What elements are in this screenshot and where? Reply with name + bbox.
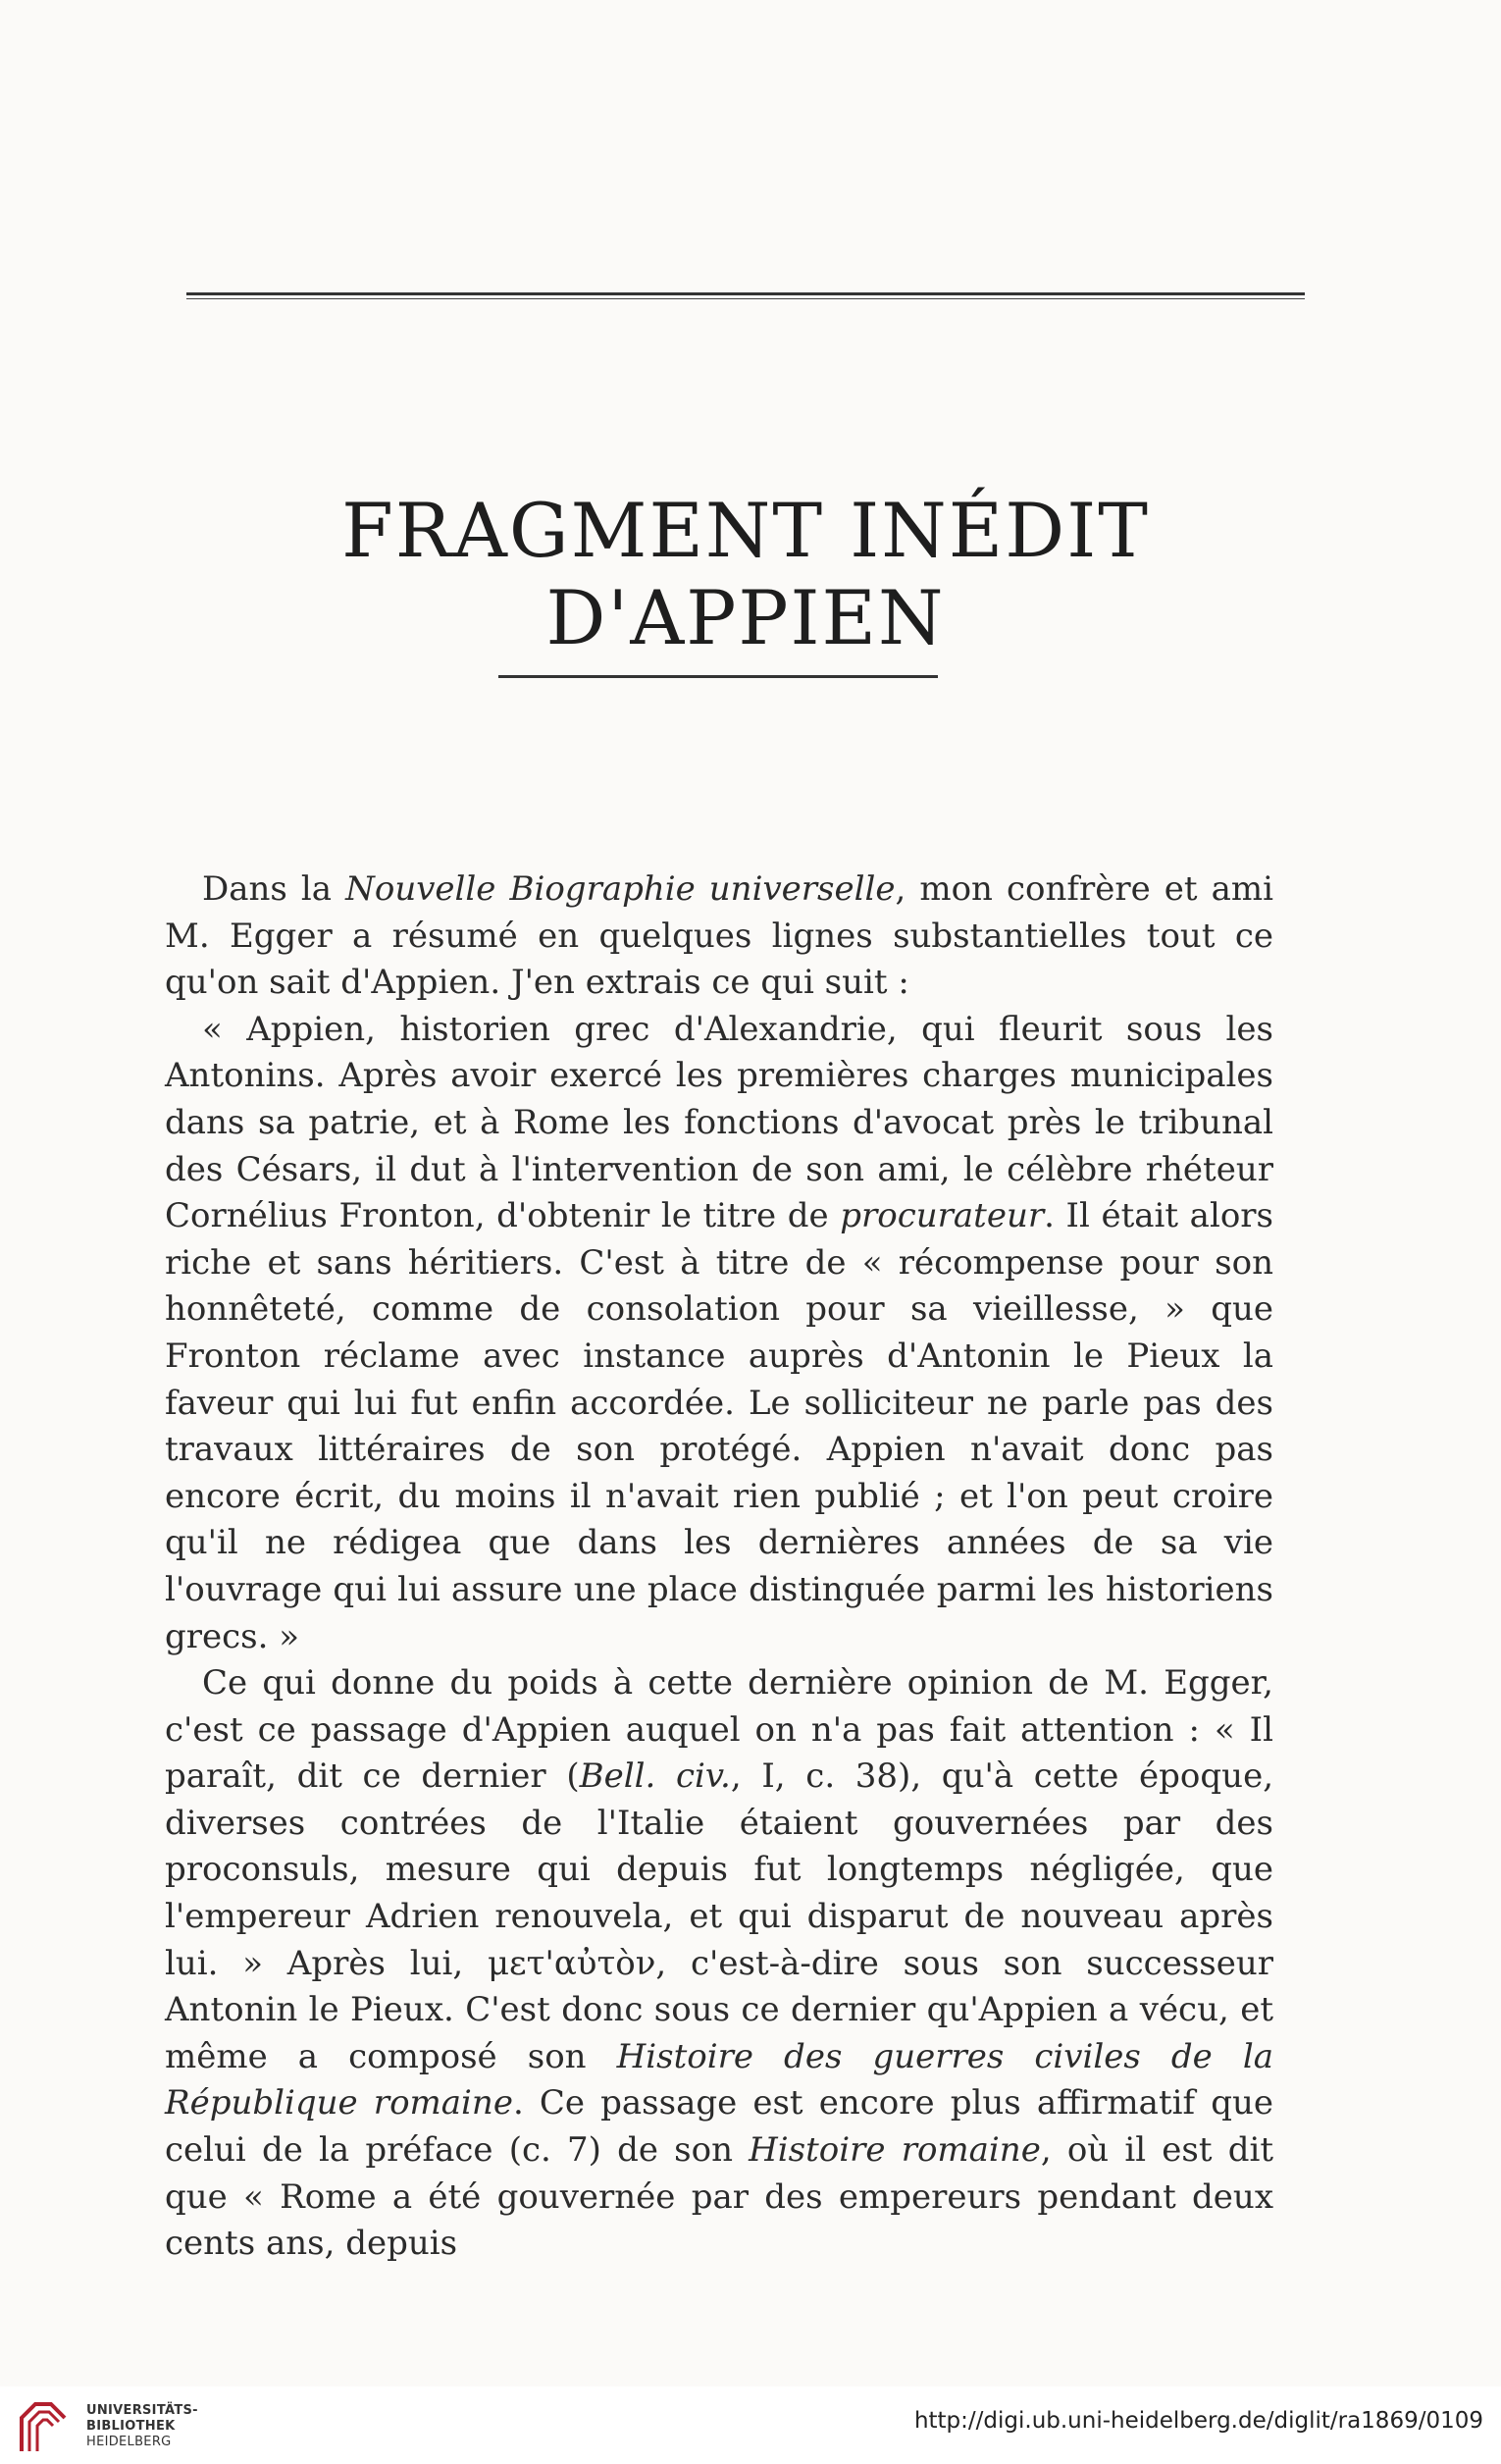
header-rule-thin <box>186 298 1305 299</box>
library-name-line: HEIDELBERG <box>86 2435 172 2449</box>
italic-title-text: Histoire des guerres civiles de la République romaine <box>165 2036 1273 2123</box>
body-paragraph <box>165 1660 1273 2268</box>
source-url-link[interactable]: http://digi.ub.uni-heidelberg.de/diglit/ra1869/0109 <box>913 2408 1483 2434</box>
library-name <box>86 2403 198 2450</box>
title-separator-rule <box>498 675 938 678</box>
university-library-logo-icon <box>18 2398 69 2455</box>
italic-title-text: Nouvelle Biographie universelle <box>345 869 896 909</box>
italic-title-text: Histoire romaine <box>749 2130 1041 2171</box>
library-name-line: BIBLIOTHEK <box>86 2419 176 2434</box>
body-paragraph <box>165 1007 1273 1660</box>
paragraph-text: , I, c. 38), qu'à cette époque, diverses contrées de l'Italie étaient gouvernées par des proconsuls, mesure qui depuis fut longtemps négligée, que l'empereur Adrien renouvela, et qui disparut de nouveau après lui. » Après lui, μετ'αὐτὸν, c'est-à-dire sous son successeur Antonin le Pieux. C'est donc sous ce dernier qu'Appien a vécu, et même a composé son <box>165 1756 1273 2076</box>
paragraph-text: , où il est dit que « Rome a été gouvernée par des empereurs pendant deux cents ans, depuis <box>165 2130 1274 2264</box>
paragraph-text: Dans la <box>202 869 346 909</box>
italic-title-text: Bell. civ. <box>579 1756 731 1797</box>
page-title: FRAGMENT INÉDIT D'APPIEN <box>341 486 1150 661</box>
library-name-line: UNIVERSITÄTS- <box>86 2403 198 2418</box>
footer-bar <box>0 2386 1501 2464</box>
paragraph-text: , mon confrère et ami M. Egger a résumé en quelques lignes substantielles tout ce qu'on sait d'Appien. J'en extrais ce qui suit : <box>165 869 1273 1003</box>
paragraph-text: . Il était alors riche et sans héritiers. C'est à titre de « récompense pour son honnêteté, comme de consolation pour sa vieillesse, » que Fronton réclame avec instance auprès d'Antonin le Pieux la faveur qui lui fut enfin accordée. Le solliciteur ne parle pas des travaux littéraires de son protégé. Appien n'avait donc pas encore écrit, du moins il n'avait rien publié ; et l'on peut croire qu'il ne rédigea que dans les dernières années de sa vie l'ouvrage qui lui assure une place distinguée parmi les historiens grecs. » <box>165 1196 1273 1656</box>
body-paragraph <box>165 866 1273 1007</box>
paragraph-text: « Appien, historien grec d'Alexandrie, qui fleurit sous les Antonins. Après avoir exercé les premières charges municipales dans sa patrie, et à Rome les fonctions d'avocat près le tribunal des Césars, il dut à l'intervention de son ami, le célèbre rhéteur Cornélius Fronton, d'obtenir le titre de <box>165 1009 1273 1236</box>
italic-title-text: procurateur <box>840 1196 1045 1236</box>
paragraph-text: . Ce passage est encore plus affirmatif que celui de la préface (c. 7) de son <box>165 2083 1273 2171</box>
paragraph-text: Ce qui donne du poids à cette dernière opinion de M. Egger, c'est ce passage d'Appien auquel on n'a pas fait attention : « Il paraît, dit ce dernier ( <box>165 1663 1273 1797</box>
header-double-rule <box>186 292 1305 295</box>
article-body <box>165 866 1273 2268</box>
